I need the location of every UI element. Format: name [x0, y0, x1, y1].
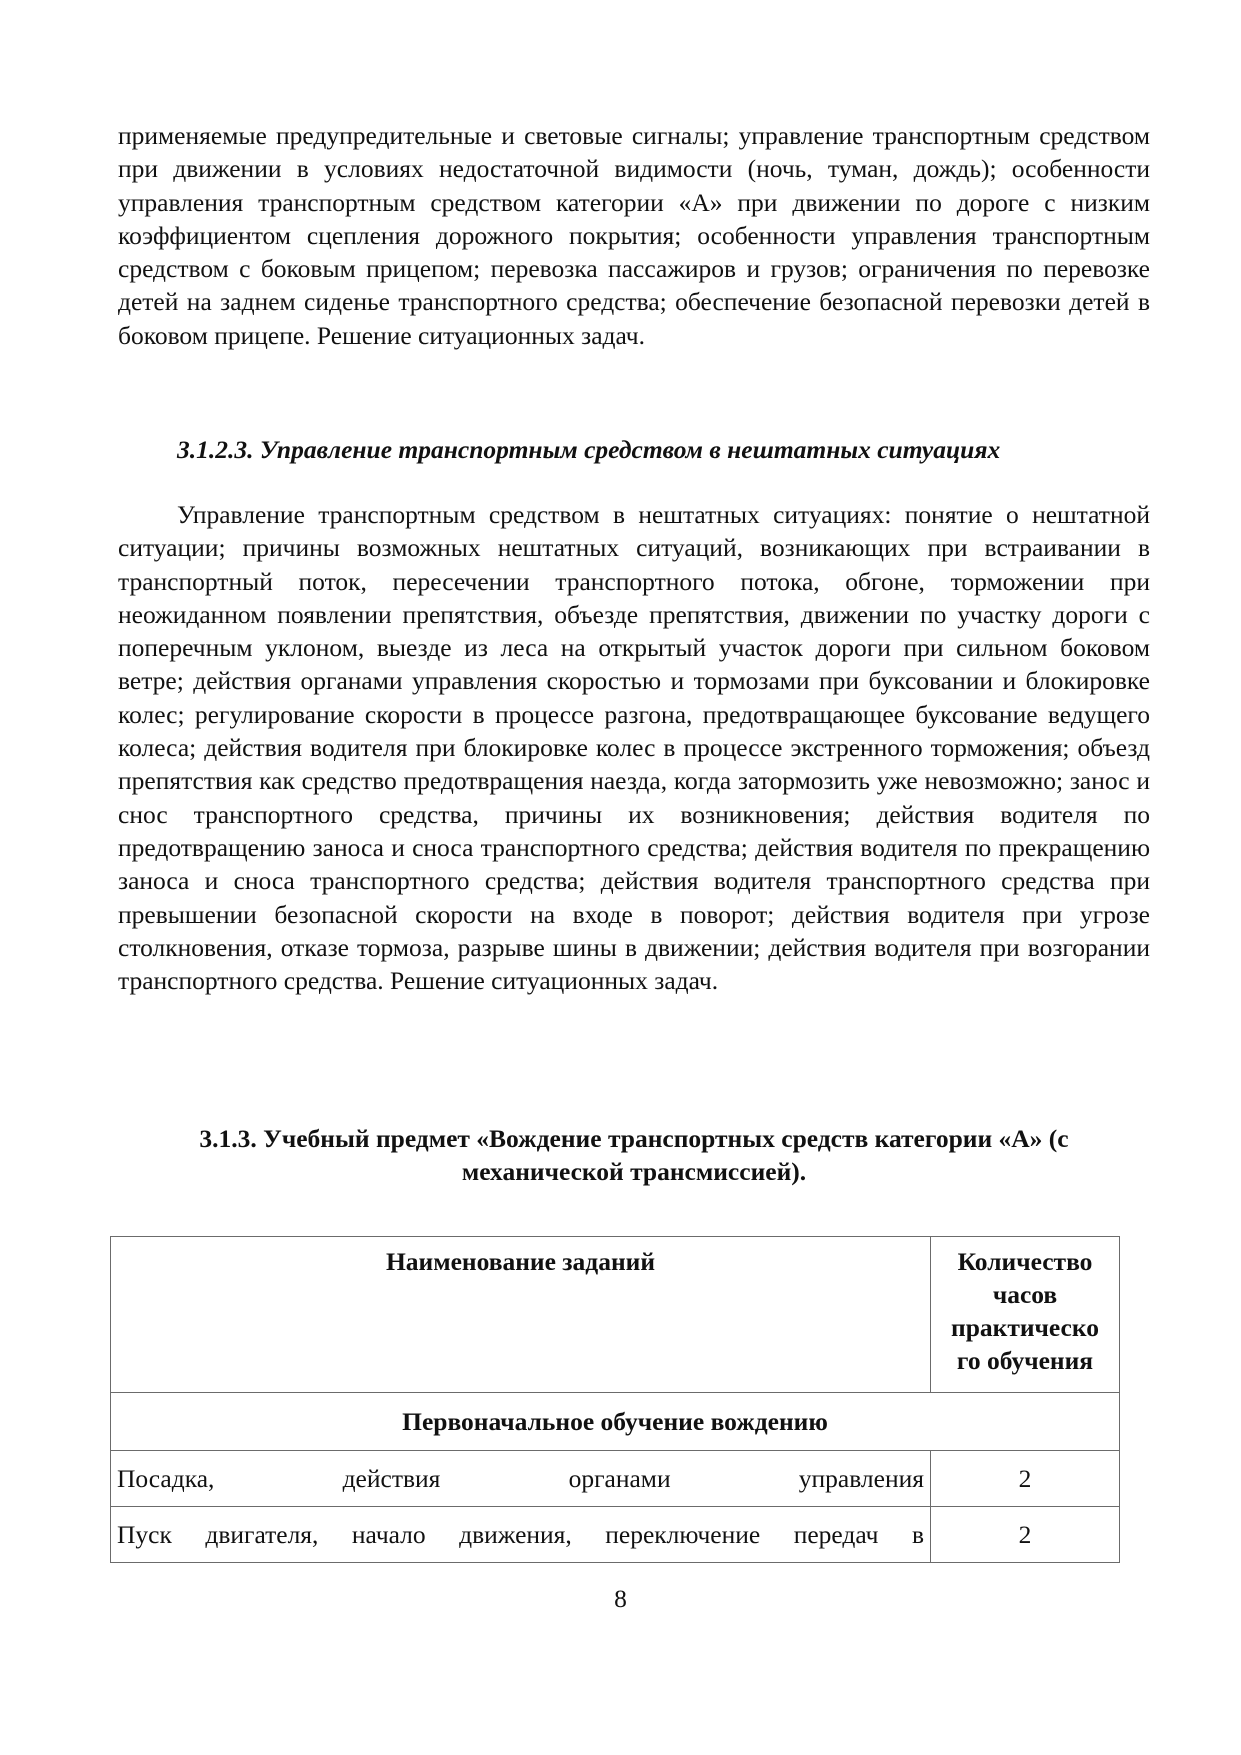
header-hours-line: Количество [957, 1247, 1093, 1276]
header-hours [931, 1237, 1120, 1393]
task-hours-cell: 2 [931, 1507, 1120, 1563]
task-name-cell: Посадка, действия органами управления [111, 1451, 931, 1507]
paragraph-continued: применяемые предупредительные и световые сигналы; управление транспортным средством при движении в условиях недостаточной видимости (ночь, туман, дождь); особенности управления транспортным средством категории «А» при движении по дороге с низким коэффициентом сцепления дорожного покрытия; особенности управления транспортным средством с боковым прицепом; перевозка пассажиров и грузов; ограничения по перевозке детей на заднем сиденье транспортного средства; обеспечение безопасной перевозки детей в боковом прицепе. Решение ситуационных задач. [118, 121, 1150, 350]
header-hours-line: часов [992, 1280, 1058, 1309]
section-title-line1: 3.1.3. Учебный предмет «Вождение транспортных средств категории «А» (с [199, 1124, 1069, 1153]
section-row-label: Первоначальное обучение вождению [111, 1393, 1120, 1451]
section-title-line2: механической трансмиссией). [461, 1157, 807, 1186]
tasks-table [110, 1236, 1120, 1563]
header-task-name: Наименование заданий [111, 1237, 931, 1393]
table-row [111, 1507, 1120, 1563]
table-header-row [111, 1237, 1120, 1393]
table-row [111, 1451, 1120, 1507]
header-hours-line: практическо [951, 1313, 1099, 1342]
subsection-heading: 3.1.2.3. Управление транспортным средством в нештатных ситуациях [177, 435, 1001, 464]
page-number: 8 [614, 1584, 627, 1613]
header-hours-line: го обучения [956, 1346, 1094, 1375]
task-hours-cell: 2 [931, 1451, 1120, 1507]
task-name-cell: Пуск двигателя, начало движения, переключение передач в [111, 1507, 931, 1563]
section-title [118, 1122, 1150, 1188]
subsection-paragraph: Управление транспортным средством в нештатных ситуациях: понятие о нештатной ситуации; причины возможных нештатных ситуаций, возникающих при встраивании в транспортный поток, пересечении транспортного потока, обгоне, торможении при неожиданном появлении препятствия, объезде препятствия, движении по участку дороги с поперечным уклоном, выезде из леса на открытый участок дороги при сильном боковом ветре; действия органами управления скоростью и тормозами при буксовании и блокировке колес; регулирование скорости в процессе разгона, предотвращающее буксование ведущего колеса; действия водителя при блокировке колес в процессе экстренного торможения; объезд препятствия как средство предотвращения наезда, когда затормозить уже невозможно; занос и снос транспортного средства, причины их возникновения; действия водителя по предотвращению заноса и сноса транспортного средства; действия водителя по прекращению заноса и сноса транспортного средства; действия водителя транспортного средства при превышении безопасной скорости на входе в поворот; действия водителя при угрозе столкновения, отказе тормоза, разрыве шины в движении; действия водителя при возгорании транспортного средства. Решение ситуационных задач. [118, 500, 1150, 996]
table-section-row [111, 1393, 1120, 1451]
